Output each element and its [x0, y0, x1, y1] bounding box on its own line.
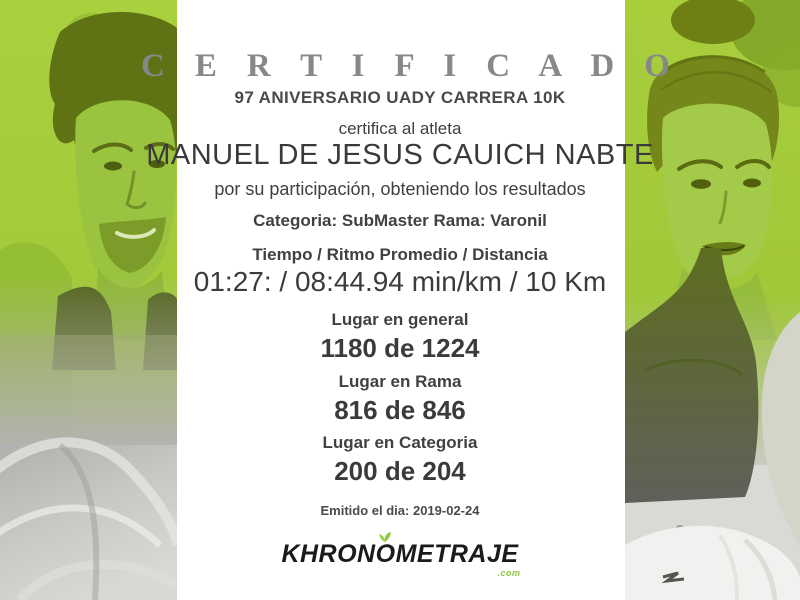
category-line: Categoria: SubMaster Rama: Varonil: [253, 211, 547, 230]
placement-overall-value: 1180 de 1224: [320, 333, 480, 363]
placement-gender-value: 816 de 846: [334, 395, 466, 425]
metrics-label: Tiempo / Ritmo Promedio / Distancia: [252, 245, 548, 264]
issued-date-line: Emitido el dia: 2019-02-24: [320, 503, 480, 518]
logo-text-left: KHRON: [281, 540, 376, 568]
brand-logo: [0, 540, 800, 578]
logo-o-glyph: O: [375, 540, 396, 568]
placement-category-label: Lugar en Categoria: [322, 433, 478, 452]
placement-category-value: 200 de 204: [334, 456, 466, 486]
placement-gender-label: Lugar en Rama: [338, 372, 462, 391]
participation-line: por su participación, obteniendo los resultados: [214, 179, 586, 199]
metrics-value: 01:27: / 08:44.94 min/km / 10 Km: [193, 266, 607, 297]
certificate-title: C E R T I F I C A D O: [140, 48, 681, 84]
certifies-label: certifica al atleta: [338, 119, 462, 138]
logo-text-right: METRAJE: [395, 540, 519, 568]
logo-letter-o: [376, 540, 396, 569]
athlete-name: MANUEL DE JESUS CAUICH NABTE: [146, 139, 654, 171]
event-name: 97 ANIVERSARIO UADY CARRERA 10K: [234, 88, 566, 107]
leaf-icon: [377, 531, 393, 543]
khronometraje-logo: [281, 540, 521, 578]
logo-domain: .com: [497, 568, 521, 578]
placement-overall-label: Lugar en general: [331, 310, 469, 329]
